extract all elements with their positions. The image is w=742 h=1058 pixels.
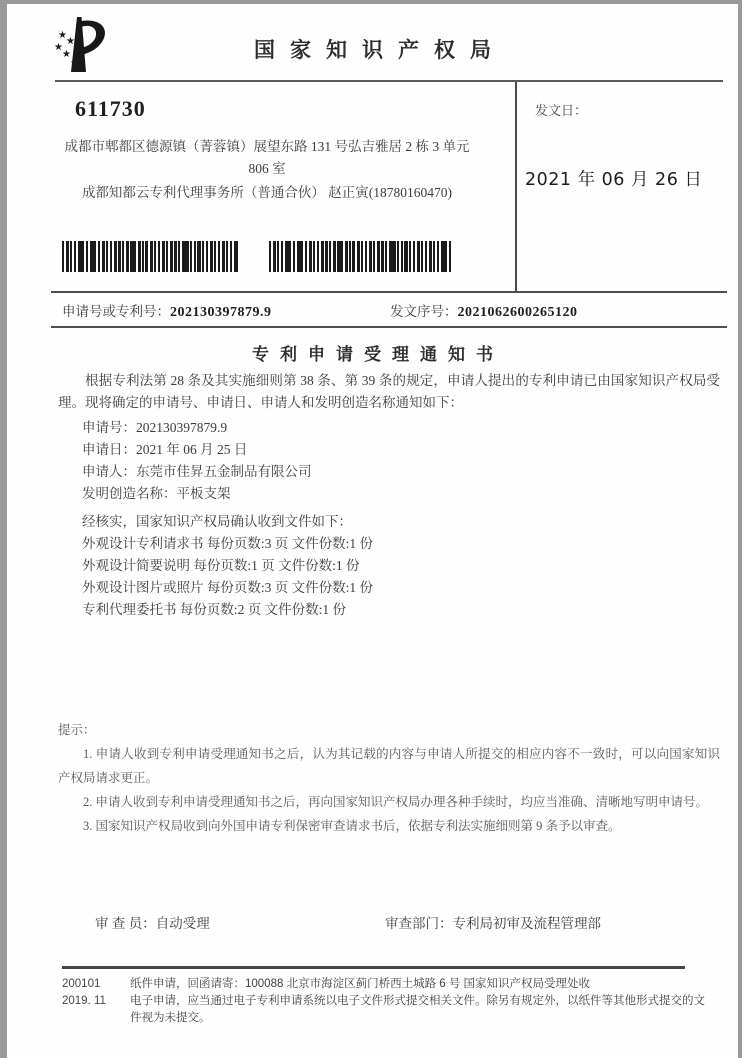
application-number-value: 202130397879.9 bbox=[170, 305, 272, 320]
recipient-address-line1: 成都市郫都区德源镇（菁蓉镇）展望东路 131 号弘吉雅居 2 栋 3 单元 bbox=[64, 139, 470, 154]
examiner-label: 审 查 员： bbox=[95, 916, 156, 931]
field-label: 申请人： bbox=[82, 464, 136, 479]
field-application-number bbox=[82, 417, 312, 439]
examiner-value: 自动受理 bbox=[155, 916, 210, 931]
dispatch-number-field bbox=[390, 300, 578, 321]
application-number-field bbox=[62, 300, 272, 321]
svg-text:★: ★ bbox=[58, 30, 67, 41]
tips-section bbox=[58, 718, 720, 838]
reference-row-bottom-divider bbox=[51, 326, 727, 328]
dispatch-date-label: 发文日： bbox=[535, 103, 588, 118]
department-label: 审查部门： bbox=[385, 916, 453, 931]
form-code: 200101 bbox=[62, 978, 101, 990]
footer-efiling-line: 电子申请，应当通过电子专利申请系统以电子文件形式提交相关文件。除另有规定外，以纸件等其他形式提交的文件视为未提交。 bbox=[130, 995, 705, 1024]
postal-code: 611730 bbox=[75, 96, 146, 121]
issuing-authority-title: 国家知识产权局 bbox=[254, 39, 506, 62]
received-document-item: 外观设计专利请求书 每份页数:3 页 文件份数:1 份 bbox=[82, 536, 374, 551]
field-label: 申请号： bbox=[82, 420, 136, 435]
recipient-agency-line: 成都知都云专利代理事务所（普通合伙） 赵正寅(18780160470) bbox=[81, 185, 453, 200]
application-fields bbox=[82, 417, 312, 505]
tip-item: 1. 申请人收到专利申请受理通知书之后，认为其记载的内容与申请人所提交的相应内容不一致时，可以向国家知识产权局请求更正。 bbox=[58, 747, 720, 785]
barcode-application bbox=[62, 241, 238, 272]
tip-item: 2. 申请人收到专利申请受理通知书之后，再向国家知识产权局办理各种手续时，均应当准确、清晰地写明申请号。 bbox=[83, 795, 709, 809]
examiner-field bbox=[95, 912, 210, 932]
tip-item: 3. 国家知识产权局收到向外国申请专利保密审查请求书后，依据专利法实施细则第 9 条予以审查。 bbox=[83, 819, 621, 833]
field-application-date bbox=[82, 439, 312, 461]
form-revision-date: 2019. 11 bbox=[62, 995, 106, 1007]
application-number-label: 申请号或专利号： bbox=[62, 304, 170, 319]
notice-title: 专利申请受理通知书 bbox=[252, 345, 504, 364]
svg-text:★: ★ bbox=[66, 36, 75, 47]
field-invention-title bbox=[82, 483, 312, 505]
document-page bbox=[7, 4, 738, 1058]
reference-row-top-divider bbox=[51, 291, 727, 293]
svg-text:★: ★ bbox=[54, 42, 63, 53]
received-document-item: 外观设计图片或照片 每份页数:3 页 文件份数:1 份 bbox=[82, 580, 374, 595]
field-value: 东莞市佳昇五金制品有限公司 bbox=[136, 464, 312, 479]
recipient-address-line2: 806 室 bbox=[248, 161, 286, 176]
department-field bbox=[385, 912, 601, 932]
footer bbox=[62, 976, 710, 1027]
footer-instructions bbox=[130, 976, 710, 1027]
received-documents-intro: 经核实，国家知识产权局确认收到文件如下： bbox=[82, 514, 352, 529]
department-value: 专利局初审及流程管理部 bbox=[452, 916, 601, 931]
svg-text:★: ★ bbox=[62, 49, 71, 60]
field-value: 2021 年 06 月 25 日 bbox=[136, 442, 248, 457]
received-document-item: 专利代理委托书 每份页数:2 页 文件份数:1 份 bbox=[82, 602, 347, 617]
field-applicant bbox=[82, 461, 312, 483]
svg-text:★: ★ bbox=[70, 58, 79, 69]
form-code-column bbox=[62, 976, 130, 1027]
dispatch-number-value: 2021062600265120 bbox=[457, 305, 578, 320]
field-label: 发明创造名称： bbox=[82, 486, 177, 501]
field-value: 202130397879.9 bbox=[136, 420, 228, 435]
notice-intro-paragraph: 根据专利法第 28 条及其实施细则第 38 条、第 39 条的规定，申请人提出的专利申请已由国家知识产权局受理。现将确定的申请号、申请日、申请人和发明创造名称通知如下： bbox=[58, 373, 720, 410]
received-document-item: 外观设计简要说明 每份页数:1 页 文件份数:1 份 bbox=[82, 558, 360, 573]
column-divider bbox=[515, 82, 517, 292]
footer-divider bbox=[62, 966, 685, 969]
tips-heading: 提示： bbox=[58, 723, 96, 737]
barcode-dispatch bbox=[269, 241, 453, 272]
header-divider bbox=[55, 80, 723, 82]
field-label: 申请日： bbox=[82, 442, 136, 457]
field-value: 平板支架 bbox=[176, 486, 231, 501]
dispatch-number-label: 发文序号： bbox=[390, 304, 458, 319]
dispatch-date-value: 2021 年 06 月 26 日 bbox=[525, 170, 703, 190]
footer-paper-filing-line: 纸件申请，回函请寄：100088 北京市海淀区蓟门桥西土城路 6 号 国家知识产权局受理处收 bbox=[130, 978, 591, 990]
received-documents-section bbox=[82, 511, 373, 621]
